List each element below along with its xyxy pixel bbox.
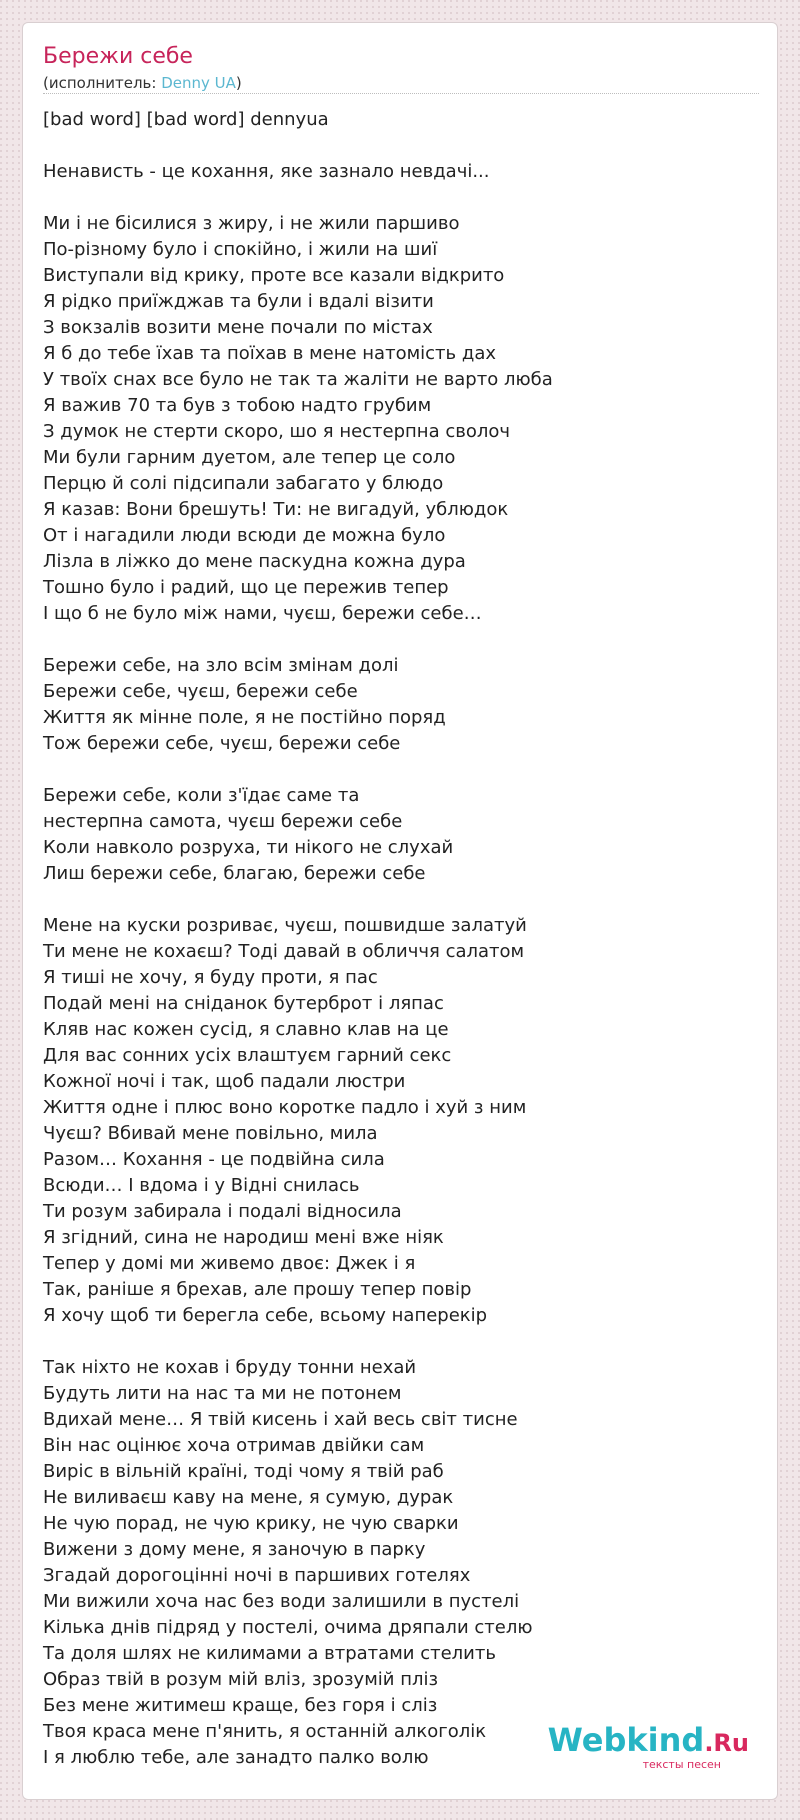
lyrics-blank-line: [43, 185, 759, 211]
lyrics-line: Разом… Кохання - це подвійна сила: [43, 1149, 385, 1170]
lyrics-line: По-різному було і спокійно, і жили на шиї: [43, 239, 438, 260]
lyrics-line: Так ніхто не кохав і бруду тонни нехай: [43, 1357, 417, 1378]
site-logo[interactable]: [548, 1723, 749, 1771]
lyrics-line: Я тиші не хочу, я буду проти, я пас: [43, 967, 378, 988]
lyrics-line: Життя як мінне поле, я не постійно поряд: [43, 707, 446, 728]
lyrics-blank-line: [43, 887, 759, 913]
lyrics-blank-line: [43, 627, 759, 653]
lyrics-line: Так, раніше я брехав, але прошу тепер повір: [43, 1279, 472, 1300]
lyrics-line: Ми були гарним дуетом, але тепер це соло: [43, 447, 456, 468]
lyrics-line: У твоїх снах все було не так та жаліти не варто люба: [43, 369, 553, 390]
lyrics-line: Не виливаєш каву на мене, я сумую, дурак: [43, 1487, 454, 1508]
lyrics-line: Вдихай мене… Я твій кисень і хай весь світ тисне: [43, 1409, 518, 1430]
artist-line: [43, 73, 242, 93]
lyrics-line: Ти розум забирала і подалі відносила: [43, 1201, 402, 1222]
lyrics-line: Кілька днів підряд у постелі, очима дряпали стелю: [43, 1617, 533, 1638]
lyrics-line: І я люблю тебе, але занадто палко волю: [43, 1747, 429, 1768]
lyrics-line: Ти мене не кохаєш? Тоді давай в обличчя салатом: [43, 941, 525, 962]
song-title: Бережи себе: [43, 44, 193, 69]
lyrics-line: Тепер у домі ми живемо двоє: Джек і я: [43, 1253, 416, 1274]
lyrics-line: З вокзалів возити мене почали по містах: [43, 317, 433, 338]
lyrics-line: Бережи себе, коли з'їдає саме та: [43, 785, 360, 806]
lyrics-line: От і нагадили люди всюди де можна було: [43, 525, 446, 546]
lyrics-line: Лізла в ліжко до мене паскудна кожна дура: [43, 551, 466, 572]
lyrics-line: Тошно було і радий, що це пережив тепер: [43, 577, 449, 598]
lyrics-line: Образ твій в розум мій вліз, зрозумій пліз: [43, 1669, 439, 1690]
lyrics-line: Я рідко приїжджав та були і вдалі візити: [43, 291, 434, 312]
lyrics-line: Та доля шлях не килимами а втратами стелить: [43, 1643, 496, 1664]
lyrics-line: нестерпна самота, чуєш бережи себе: [43, 811, 403, 832]
logo-tld: .Ru: [704, 1729, 749, 1757]
lyrics-line: Будуть лити на нас та ми не потонем: [43, 1383, 402, 1404]
lyrics-line: Я згідний, сина не народиш мені вже ніяк: [43, 1227, 444, 1248]
logo-tagline: тексты песен: [642, 1758, 721, 1771]
lyrics-line: Бережи себе, чуєш, бережи себе: [43, 681, 358, 702]
lyrics-line: Ми вижили хоча нас без води залишили в пустелі: [43, 1591, 520, 1612]
lyrics-line: Я хочу щоб ти берегла себе, всьому наперекір: [43, 1305, 488, 1326]
lyrics-line: Ми і не бісилися з жиру, і не жили паршиво: [43, 213, 460, 234]
lyrics-line: Виріс в вільній країні, тоді чому я твій раб: [43, 1461, 444, 1482]
lyrics-line: Твоя краса мене п'янить, я останній алкоголік: [43, 1721, 487, 1742]
lyrics-line: З думок не стерти скоро, шо я нестерпна сволоч: [43, 421, 510, 442]
lyrics-line: Життя одне і плюс воно коротке падло і хуй з ним: [43, 1097, 527, 1118]
lyrics-line: Подай мені на сніданок бутерброт і ляпас: [43, 993, 444, 1014]
lyrics-line: Для вас сонних усіх влаштуєм гарний секс: [43, 1045, 452, 1066]
lyrics-line: Тож бережи себе, чуєш, бережи себе: [43, 733, 401, 754]
lyrics-line: Не чую порад, не чую крику, не чую сварки: [43, 1513, 459, 1534]
lyrics-line: [bad word] [bad word] dennyua: [43, 109, 329, 130]
lyrics-line: Мене на куски розриває, чуєш, пошвидше залатуй: [43, 915, 527, 936]
artist-link[interactable]: Denny UA: [161, 74, 236, 92]
lyrics-line: Кожної ночі і так, щоб падали люстри: [43, 1071, 406, 1092]
lyrics-line: Він нас оцінює хоча отримав двійки сам: [43, 1435, 425, 1456]
lyrics-blank-line: [43, 757, 759, 783]
logo-wordmark: [548, 1723, 749, 1760]
lyrics-line: Чуєш? Вбивай мене повільно, мила: [43, 1123, 378, 1144]
lyrics-line: Кляв нас кожен сусід, я славно клав на це: [43, 1019, 449, 1040]
lyrics-line: Коли навколо розруха, ти нікого не слухай: [43, 837, 454, 858]
lyrics-card: [22, 22, 778, 1800]
lyrics-line: Всюди… І вдома і у Відні снилась: [43, 1175, 360, 1196]
lyrics-line: Я б до тебе їхав та поїхав в мене натомість дах: [43, 343, 496, 364]
logo-main-text: Webkind: [547, 1721, 705, 1759]
lyrics-line: Я казав: Вони брешуть! Ти: не вигадуй, ублюдок: [43, 499, 509, 520]
lyrics-line: Перцю й солі підсипали забагато у блюдо: [43, 473, 444, 494]
lyrics-line: Ненависть - це кохання, яке зазнало невдачі...: [43, 161, 490, 182]
divider: [43, 93, 759, 94]
lyrics-line: І що б не було між нами, чуєш, бережи себе…: [43, 603, 482, 624]
lyrics-line: Без мене житимеш краще, без горя і сліз: [43, 1695, 438, 1716]
lyrics-line: Виступали від крику, проте все казали відкрито: [43, 265, 505, 286]
lyrics-text: [43, 107, 759, 1771]
artist-prefix: (исполнитель:: [43, 74, 162, 92]
lyrics-line: Згадай дорогоцінні ночі в паршивих готелях: [43, 1565, 471, 1586]
lyrics-line: Лиш бережи себе, благаю, бережи себе: [43, 863, 426, 884]
lyrics-line: Бережи себе, на зло всім змінам долі: [43, 655, 399, 676]
lyrics-line: Вижени з дому мене, я заночую в парку: [43, 1539, 426, 1560]
artist-suffix: ): [235, 74, 242, 92]
lyrics-blank-line: [43, 1329, 759, 1355]
lyrics-line: Я важив 70 та був з тобою надто грубим: [43, 395, 432, 416]
lyrics-blank-line: [43, 133, 759, 159]
